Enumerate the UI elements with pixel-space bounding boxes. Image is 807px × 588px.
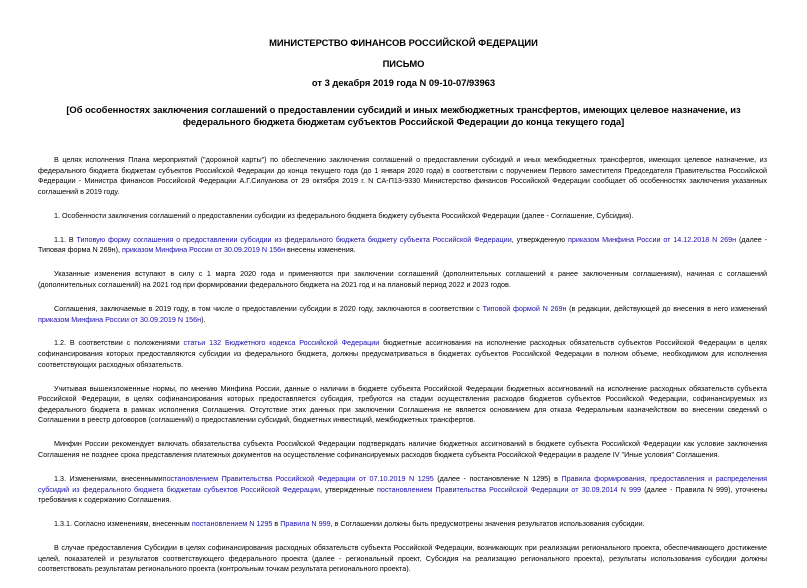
document-link[interactable]: постановлением Правительства Российской Федерации от 07.10.2019 N 1295	[162, 474, 434, 483]
paragraph-text: Соглашения, заключаемые в 2019 году, в том числе о предоставлении субсидии в 2020 году, заключаются в соответствии с	[54, 303, 483, 313]
document-date-number: от 3 декабря 2019 года N 09-10-07/93963	[311, 77, 496, 88]
ministry-heading: МИНИСТЕРСТВО ФИНАНСОВ РОССИЙСКОЙ ФЕДЕРАЦИИ	[269, 37, 538, 48]
paragraph	[38, 235, 767, 256]
paragraph	[38, 304, 767, 325]
paragraph-text: (далее - постановление N 1295) в	[433, 474, 562, 483]
paragraph-text: (в редакции, действующей до внесения в него изменений	[566, 303, 767, 313]
paragraph	[38, 384, 767, 426]
paragraph-text: В целях исполнения Плана мероприятий ("дорожной карты") по обеспечению заключения соглашений о предоставлении субсидий и иных межбюджетных трансфертов, имеющих целевое назначение, из федерального бюджета бюджетам субъектов Российской Федерации до конца текущего года (до 1 января 2020 года) в соответствии с поручением Первого заместителя Председателя Правительства Российской Федерации - Министра финансов Российской Федерации А.Г.Силуанова от 29 октября 2019 г. N СА-П13-9330 Министерство финансов Российской Федерации сообщает об особенностях заключения указанных соглашений в 2019 году.	[38, 155, 767, 196]
document-link[interactable]: статьи 132 Бюджетного кодекса Российской Федерации	[183, 338, 380, 348]
document-link[interactable]: приказом Минфина России от 30.09.2019 N 156н	[121, 245, 286, 255]
paragraph	[38, 543, 767, 575]
paragraph-text: , утвержденную	[511, 234, 568, 244]
paragraph-text: 1.3. Изменениями, внесенными	[54, 474, 163, 483]
paragraph-text: ).	[201, 314, 206, 324]
paragraph-text: , утвержденные	[320, 484, 377, 494]
paragraph-text: Указанные изменения вступают в силу с 1 марта 2020 года и применяются при заключении соглашений (дополнительных соглашений к ранее заключенным соглашениям), начиная с соглашений (дополнительных соглашений) на 2021 год при формировании федерального бюджета на 2021 год и на плановый период 2022 и 2023 годов.	[38, 269, 767, 289]
paragraph-text: 1.3.1. Согласно изменениям, внесенным	[54, 519, 192, 529]
paragraph-text: (далее - Правила N 999), уточнены требования к содержанию Соглашения.	[38, 484, 767, 505]
document-link[interactable]: приказом Минфина России от 30.09.2019 N 156н	[38, 314, 202, 324]
paragraph-text: Минфин России рекомендует включать обязательства субъекта Российской Федерации подтверждать наличие бюджетных ассигнований в бюджете субъекта Российской Федерации как условие заключения Соглашения не позднее срока представления платежных документов на осуществление софинансируемых расходов бюджета субъекта Российской Федерации в разделе IV "Иные условия" Соглашения.	[38, 439, 767, 460]
document-link[interactable]: постановлением Правительства Российской Федерации от 30.09.2014 N 999	[376, 484, 642, 494]
document-link[interactable]: Правила формирования, предоставления и распределения субсидий из федерального бюджета бюджетам субъектов Российской Федерации	[38, 474, 767, 494]
paragraph-text: 1. Особенности заключения соглашений о предоставлении субсидии из федерального бюджета бюджету субъекта Российской Федерации (далее - Соглашение, Субсидия).	[54, 210, 634, 220]
paragraph	[38, 474, 767, 506]
paragraph-text: в	[272, 519, 281, 529]
paragraph-text: бюджетные ассигнования на исполнение расходных обязательств субъектов Российской Федерации в целях софинансирования которых предоставляются субсидии из федерального бюджета, должны предусматриваться в бюджетах субъектов Российской Федерации в полном объеме, необходимом для исполнения соответствующих расходных обязательств.	[38, 338, 767, 369]
paragraph	[38, 155, 767, 197]
paragraph-text: (далее - Типовая форма N 269н),	[38, 234, 768, 255]
document-title: [Об особенностях заключения соглашений о предоставлении субсидий и иных межбюджетных трансфертов, имеющих целевое назначение, из федерального бюджета бюджетам субъектов Российской Федерации до конца текущего года]	[66, 104, 741, 127]
document-link[interactable]: приказом Минфина России от 14.12.2018 N 269н	[567, 234, 737, 244]
paragraph-text: , в Соглашении должны быть предусмотрены значения результатов использования субсидии.	[330, 519, 645, 529]
paragraph-text: 1.2. В соответствии с положениями	[54, 338, 184, 348]
paragraph	[38, 439, 767, 460]
document-link[interactable]: Типовую форму соглашения о предоставлении субсидии из федерального бюджета бюджету субъекта Российской Федерации	[76, 234, 512, 244]
paragraph-text: Учитывая вышеизложенные нормы, по мнению Минфина России, данные о наличии в бюджете субъекта Российской Федерации бюджетных ассигнований на исполнение расходных обязательств субъекта Российской Федерации, в целях софинансирования которых предоставляется субсидия, требуются на стадии осуществления расходов бюджетов субъектов Российской Федерации, софинансируемых из федерального бюджета в рамках исполнения Соглашения. Отсутствие этих данных при заключении Соглашения не является основанием для отказа Федеральным казначейством во внесении сведений о Соглашении в реестр договоров (соглашений) о предоставлении субсидий, бюджетных инвестиций, межбюджетных трансфертов.	[38, 383, 767, 425]
document-body	[38, 155, 767, 588]
paragraph-text: В случае предоставления Субсидии в целях софинансирования расходных обязательств субъекта Российской Федерации, возникающих при реализации регионального проекта, обеспечивающего достижение целей, показателей и результатов соответствующего федерального проекта (далее - региональный проект, Субсидия на реализацию регионального проекта), результаты использования субсидии должны соответствовать результатам регионального проекта (контрольным точкам результата регионального проекта).	[38, 543, 767, 574]
document-link[interactable]: Правила N 999	[280, 519, 331, 529]
paragraph-text: 1.1. В	[54, 234, 77, 244]
paragraph	[38, 519, 767, 530]
paragraph	[38, 338, 767, 370]
document-link[interactable]: Типовой формой N 269н	[482, 303, 567, 313]
document-type: ПИСЬМО	[382, 58, 425, 69]
document-link[interactable]: постановлением N 1295	[191, 519, 273, 529]
paragraph	[38, 269, 767, 290]
paragraph	[38, 211, 767, 222]
paragraph-text: внесены изменения.	[285, 245, 356, 255]
